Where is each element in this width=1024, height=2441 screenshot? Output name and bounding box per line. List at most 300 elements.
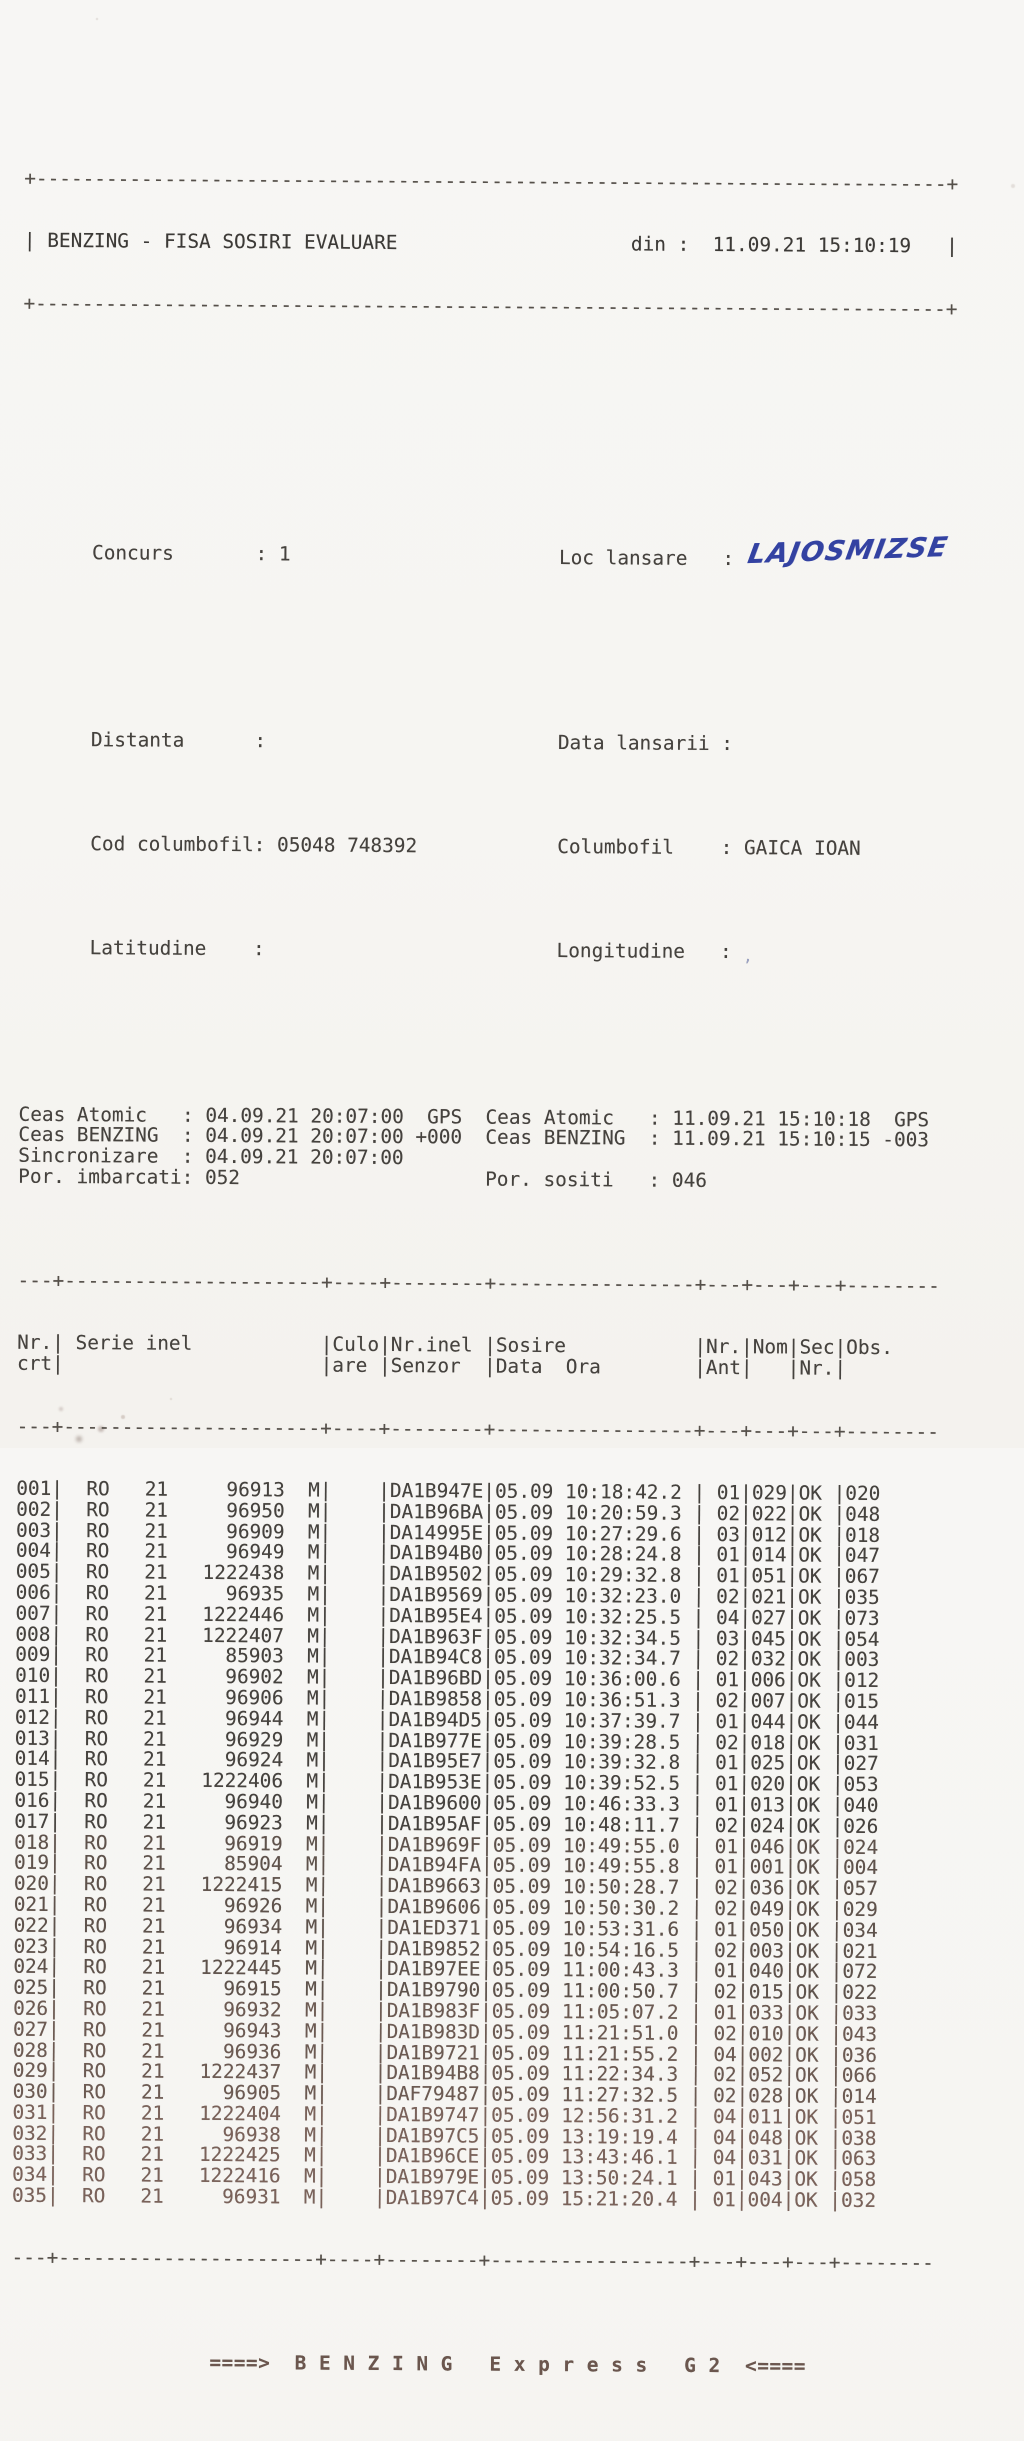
column-divider: | [378, 1541, 390, 1564]
column-divider: | [318, 1728, 330, 1751]
clock-right-field: Ceas Atomic : 11.09.21 15:10:18 GPS [485, 1105, 929, 1131]
clock-left-field: Por. imbarcati: 052 [18, 1167, 485, 1191]
column-divider: | [690, 2063, 702, 2086]
column-divider: | [480, 1979, 492, 2002]
clock-right-value: 046 [672, 1169, 707, 1192]
cell-serie: RO 21 96924 M [61, 1747, 318, 1772]
column-divider: | [739, 1606, 751, 1629]
cell-nr: 032 [12, 2121, 47, 2144]
cell-culoare [331, 1499, 378, 1522]
column-divider: | [375, 2020, 387, 2043]
cell-obs: 035 [845, 1586, 880, 1609]
distanta-field: Distanta : [91, 730, 558, 754]
column-divider: | [785, 1752, 797, 1775]
column-divider: | [51, 1477, 63, 1500]
cell-serie: RO 21 96914 M [60, 1935, 317, 1960]
column-divider: | [691, 1938, 703, 1961]
cell-ant: 01 [705, 1564, 740, 1587]
box-border-left: | [24, 231, 36, 252]
cell-serie: RO 21 96944 M [62, 1706, 319, 1731]
cell-sosire: 05.09 10:32:34.7 [494, 1646, 693, 1670]
column-divider: | [833, 1523, 845, 1546]
cell-sosire: 05.09 10:46:33.3 [493, 1792, 692, 1816]
table-row [12, 2186, 972, 2213]
column-divider: | [51, 1581, 63, 1604]
column-divider: | [786, 1648, 798, 1671]
column-divider: | [830, 2064, 842, 2087]
cell-sosire: 05.09 11:00:43.3 [492, 1958, 691, 1982]
cell-sosire: 05.09 10:39:28.5 [493, 1729, 692, 1753]
cell-serie: RO 21 96909 M [63, 1519, 320, 1544]
column-divider: | [740, 1481, 752, 1504]
cell-culoare [331, 1562, 378, 1585]
column-divider: | [831, 1918, 843, 1941]
clock-left-label: Ceas BENZING [18, 1125, 182, 1147]
cell-sosire: 05.09 11:21:51.0 [492, 2020, 691, 2044]
cell-nom: 051 [751, 1564, 786, 1587]
table-header-line [17, 1354, 977, 1381]
column-divider: | [740, 1544, 752, 1567]
cell-senzor: DAF79487 [386, 2082, 480, 2106]
cell-obs: 022 [842, 1981, 877, 2004]
cell-ant: 01 [701, 2167, 736, 2190]
clock-block [18, 1104, 978, 1193]
cell-nr: 003 [16, 1518, 51, 1541]
cell-nom: 013 [750, 1793, 785, 1816]
column-header: Senzor [391, 1354, 485, 1378]
column-divider: | [317, 1957, 329, 1980]
column-divider: | [52, 1331, 64, 1354]
column-divider: | [378, 1479, 390, 1502]
cell-ant: 04 [701, 2126, 736, 2149]
cell-culoare [329, 1957, 376, 1980]
cell-sosire: 05.09 10:28:24.8 [495, 1542, 694, 1566]
cell-nom: 010 [749, 2022, 784, 2045]
cell-nom: 043 [748, 2167, 783, 2190]
cell-sosire: 05.09 10:39:52.5 [493, 1771, 692, 1795]
column-divider: | [737, 2022, 749, 2045]
column-divider: | [692, 1689, 704, 1712]
cell-culoare [329, 1832, 376, 1855]
column-divider: | [481, 1833, 493, 1856]
cell-obs: 067 [845, 1565, 880, 1588]
column-divider: | [833, 1606, 845, 1629]
column-divider: | [47, 2122, 59, 2145]
cell-nom: 020 [750, 1772, 785, 1795]
cell-serie: RO 21 96935 M [62, 1581, 319, 1606]
cell-sosire: 05.09 10:39:32.8 [493, 1750, 692, 1774]
cell-ant: 04 [704, 1606, 739, 1629]
column-divider: | [689, 2167, 701, 2190]
column-divider: | [50, 1726, 62, 1749]
column-divider: | [318, 1749, 330, 1772]
cell-sosire: 05.09 11:27:32.5 [491, 2083, 690, 2107]
cell-culoare [330, 1770, 377, 1793]
cell-nr: 016 [14, 1789, 49, 1812]
column-divider: | [691, 1897, 703, 1920]
column-divider: | [690, 1959, 702, 1982]
column-divider: | [480, 1999, 492, 2022]
column-divider: | [376, 1874, 388, 1897]
column-divider: | [739, 1689, 751, 1712]
column-header: Nr.inel [391, 1333, 485, 1357]
longitudine-label: Longitudine [557, 941, 721, 963]
cell-serie: RO 21 96938 M [59, 2122, 316, 2147]
column-divider: | [831, 1939, 843, 1962]
longitudine-field: Longitudine : , [557, 939, 753, 963]
cell-nom: 032 [751, 1648, 786, 1671]
loc-lansare-field: Loc lansare : LAJOSMIZSE [559, 546, 946, 571]
cell-sec: OK [798, 1606, 833, 1629]
cell-sosire: 05.09 10:50:28.7 [493, 1875, 692, 1899]
cell-nr: 004 [16, 1539, 51, 1562]
columbofil-value: GAICA IOAN [744, 836, 861, 860]
cell-senzor: DA1B95E7 [388, 1749, 482, 1773]
column-divider: | [48, 1976, 60, 1999]
cell-obs: 012 [844, 1669, 879, 1692]
column-header: Data Ora [496, 1355, 695, 1379]
column-divider: | [831, 1835, 843, 1858]
cell-sec: OK [796, 1877, 831, 1900]
column-divider: | [834, 1336, 846, 1359]
column-divider: | [786, 1669, 798, 1692]
cell-serie: RO 21 96929 M [61, 1727, 318, 1752]
column-divider: | [316, 2165, 328, 2188]
column-divider: | [740, 1523, 752, 1546]
cell-sec: OK [794, 2147, 829, 2170]
column-divider: | [49, 1810, 61, 1833]
cell-senzor: DA1B95AF [388, 1812, 482, 1836]
column-divider: | [316, 2061, 328, 2084]
column-divider: | [377, 1666, 389, 1689]
cell-nom: 004 [748, 2188, 783, 2211]
cell-serie: RO 21 85903 M [62, 1643, 319, 1668]
cell-sosire: 05.09 10:36:51.3 [494, 1688, 693, 1712]
column-divider: | [692, 1772, 704, 1795]
cell-obs: 058 [841, 2168, 876, 2191]
cell-nr: 023 [13, 1934, 48, 1957]
clock-right-field: Por. sositi : 046 [485, 1168, 707, 1192]
cell-ant: 02 [702, 2022, 737, 2045]
column-divider: | [315, 2186, 327, 2209]
column-divider: | [785, 1731, 797, 1754]
loc-lansare-label: Loc lansare [559, 548, 723, 570]
cell-nr: 001 [16, 1477, 51, 1500]
cell-ant: 01 [704, 1710, 739, 1733]
column-divider: | [785, 1835, 797, 1858]
column-divider: | [481, 1771, 493, 1794]
column-divider: | [321, 1354, 333, 1377]
cell-nom: 014 [751, 1544, 786, 1567]
cell-senzor: DA1B97EE [387, 1957, 481, 1981]
cell-sosire: 05.09 10:32:23.0 [494, 1584, 693, 1608]
column-divider: | [830, 2085, 842, 2108]
column-divider: | [51, 1519, 63, 1542]
column-divider: | [318, 1832, 330, 1855]
column-divider: | [483, 1480, 495, 1503]
cell-ant: 01 [701, 2188, 736, 2211]
cell-nom: 002 [748, 2043, 783, 2066]
cell-sec: OK [798, 1627, 833, 1650]
cell-sec: OK [798, 1544, 833, 1567]
table-body [12, 1479, 976, 2213]
column-divider: | [833, 1544, 845, 1567]
clock-left-field: Ceas BENZING : 04.09.21 20:07:00 +000 [18, 1125, 485, 1149]
cell-senzor: DA1B94D5 [388, 1708, 482, 1732]
cell-ant: 02 [701, 2084, 736, 2107]
cell-culoare [328, 2040, 375, 2063]
cell-nr: 008 [15, 1622, 50, 1645]
cell-serie: RO 21 1222407 M [62, 1623, 319, 1648]
column-divider: | [831, 1856, 843, 1879]
cell-ant: 01 [703, 1751, 738, 1774]
column-divider: | [691, 1876, 703, 1899]
column-divider: | [693, 1522, 705, 1545]
clock-left-label: Sincronizare [18, 1146, 182, 1168]
cell-sosire: 05.09 10:20:59.3 [495, 1500, 694, 1524]
column-header: Nom [753, 1336, 788, 1359]
column-divider: | [829, 2168, 841, 2191]
column-divider: | [47, 2163, 59, 2186]
column-divider: | [693, 1606, 705, 1629]
column-header: Serie inel [64, 1331, 321, 1356]
cell-senzor: DA1B97C4 [386, 2186, 480, 2210]
cell-serie: RO 21 96926 M [60, 1893, 317, 1918]
cell-sec: OK [797, 1710, 832, 1733]
column-divider: | [829, 2189, 841, 2212]
cell-nom: 046 [750, 1835, 785, 1858]
column-header [64, 1352, 321, 1377]
cell-ant: 03 [704, 1626, 739, 1649]
column-divider: | [693, 1502, 705, 1525]
column-divider: | [784, 1918, 796, 1941]
column-divider: | [480, 2041, 492, 2064]
cell-nom: 012 [752, 1523, 787, 1546]
cell-nom: 003 [749, 1939, 784, 1962]
cell-obs: 051 [841, 2106, 876, 2129]
cod-columbofil-label: Cod columbofil [90, 834, 254, 856]
cell-nom: 045 [751, 1627, 786, 1650]
cell-obs: 018 [845, 1523, 880, 1546]
column-divider: | [830, 2147, 842, 2170]
column-divider: | [375, 2040, 387, 2063]
column-divider: | [783, 2085, 795, 2108]
column-header: Nr. [17, 1331, 52, 1354]
column-divider: | [738, 1897, 750, 1920]
column-divider: | [479, 2166, 491, 2189]
spacer [22, 605, 982, 632]
column-divider: | [316, 2019, 328, 2042]
column-divider: | [784, 1897, 796, 1920]
cell-serie: RO 21 1222415 M [61, 1872, 318, 1897]
column-divider: | [320, 1520, 332, 1543]
cell-sosire: 05.09 11:22:34.3 [491, 2062, 690, 2086]
cell-nom: 006 [751, 1668, 786, 1691]
column-divider: | [832, 1710, 844, 1733]
column-header: Culo [332, 1333, 379, 1356]
column-divider: | [832, 1794, 844, 1817]
cell-nom: 028 [748, 2084, 783, 2107]
scan-noise-specks [0, 0, 2, 2]
column-divider: | [51, 1498, 63, 1521]
column-divider: | [783, 2043, 795, 2066]
column-divider: | [787, 1523, 799, 1546]
column-divider: | [48, 2080, 60, 2103]
column-divider: | [741, 1356, 753, 1379]
cell-senzor: DA1ED371 [387, 1916, 481, 1940]
cell-serie: RO 21 96940 M [61, 1789, 318, 1814]
column-header: crt [17, 1352, 52, 1375]
cell-serie: RO 21 1222416 M [59, 2163, 316, 2188]
column-divider: | [50, 1602, 62, 1625]
cell-culoare [330, 1749, 377, 1772]
cell-nr: 019 [14, 1851, 49, 1874]
cell-culoare [329, 1811, 376, 1834]
column-divider: | [47, 2184, 59, 2207]
cell-culoare [328, 2061, 375, 2084]
cell-sosire: 05.09 10:29:32.8 [494, 1563, 693, 1587]
cell-obs: 020 [845, 1482, 880, 1505]
cell-ant: 02 [702, 2063, 737, 2086]
column-divider: | [738, 1835, 750, 1858]
column-divider: | [319, 1583, 331, 1606]
column-divider: | [482, 1667, 494, 1690]
cell-culoare [330, 1707, 377, 1730]
cell-senzor: DA1B963F [389, 1625, 483, 1649]
column-divider: | [833, 1503, 845, 1526]
column-divider: | [834, 1482, 846, 1505]
loc-lansare-handwritten-value: LAJOSMIZSE [746, 538, 949, 565]
column-divider: | [830, 2022, 842, 2045]
cell-ant: 01 [705, 1481, 740, 1504]
column-divider: | [481, 1895, 493, 1918]
cell-sosire: 05.09 13:43:46.1 [491, 2145, 690, 2169]
column-divider: | [49, 1789, 61, 1812]
cell-sec: OK [797, 1669, 832, 1692]
cell-culoare [328, 1978, 375, 2001]
column-divider: | [736, 2147, 748, 2170]
column-divider: | [483, 1604, 495, 1627]
clock-left-label: Ceas Atomic [19, 1104, 183, 1126]
cell-obs: 072 [842, 1960, 877, 1983]
cell-nr: 020 [14, 1872, 49, 1895]
column-header [753, 1356, 788, 1379]
header-box-border-top: +------------------------------------------------------------------------------+ [24, 169, 984, 196]
column-divider: | [379, 1333, 391, 1356]
column-divider: | [737, 2063, 749, 2086]
column-divider: | [784, 1981, 796, 2004]
cell-culoare [328, 2019, 375, 2042]
cod-columbofil-value: 05048 748392 [277, 834, 417, 858]
cell-senzor: DA1B9502 [389, 1562, 483, 1586]
column-divider: | [319, 1666, 331, 1689]
cell-nr: 013 [15, 1726, 50, 1749]
column-divider: | [48, 1934, 60, 1957]
column-divider: | [739, 1627, 751, 1650]
column-divider: | [833, 1586, 845, 1609]
cell-ant: 01 [705, 1543, 740, 1566]
cell-serie: RO 21 96936 M [60, 2039, 317, 2064]
column-divider: | [481, 1916, 493, 1939]
column-divider: | [319, 1645, 331, 1668]
column-divider: | [316, 2102, 328, 2125]
cell-sec: OK [797, 1752, 832, 1775]
cell-sosire: 05.09 11:21:55.2 [492, 2041, 691, 2065]
column-divider: | [784, 2022, 796, 2045]
columbofil-label: Columbofil [557, 837, 721, 859]
column-divider: | [316, 2082, 328, 2105]
cell-culoare [330, 1791, 377, 1814]
cell-obs: 066 [842, 2064, 877, 2087]
column-divider: | [481, 1854, 493, 1877]
cell-sec: OK [798, 1523, 833, 1546]
cell-nom: 029 [752, 1481, 787, 1504]
distanta-label: Distanta [91, 730, 255, 752]
cell-nr: 012 [15, 1705, 50, 1728]
column-divider: | [378, 1583, 390, 1606]
cell-sec: OK [796, 1918, 831, 1941]
column-divider: | [374, 2082, 386, 2105]
column-header: Ant [706, 1356, 741, 1379]
cell-ant: 02 [703, 1897, 738, 1920]
box-border-right: | [946, 237, 958, 258]
column-divider: | [481, 1792, 493, 1815]
cell-senzor: DA1B95E4 [389, 1604, 483, 1628]
cell-sosire: 05.09 13:19:19.4 [491, 2124, 690, 2148]
distanta-line [21, 709, 981, 736]
cell-serie: RO 21 96906 M [62, 1685, 319, 1710]
cell-nom: 007 [751, 1689, 786, 1712]
column-divider: | [377, 1708, 389, 1731]
latitudine-line [20, 917, 980, 944]
cell-serie: RO 21 96943 M [60, 2018, 317, 2043]
cell-obs: 040 [843, 1794, 878, 1817]
column-divider: | [690, 2022, 702, 2045]
cell-culoare [330, 1728, 377, 1751]
cell-sec: OK [796, 1897, 831, 1920]
cell-senzor: DA1B9663 [387, 1874, 481, 1898]
column-divider: | [375, 2061, 387, 2084]
header-box [23, 127, 984, 362]
cell-nr: 011 [15, 1685, 50, 1708]
column-divider: | [689, 2126, 701, 2149]
column-divider: | [692, 1710, 704, 1733]
column-divider: | [692, 1647, 704, 1670]
column-divider: | [784, 1877, 796, 1900]
cell-obs: 053 [843, 1773, 878, 1796]
column-divider: | [689, 2188, 701, 2211]
cell-culoare [329, 1874, 376, 1897]
doc-title: BENZING - FISA SOSIRI EVALUARE [47, 231, 397, 254]
cell-nr: 035 [12, 2184, 47, 2207]
column-divider: | [692, 1751, 704, 1774]
column-divider: | [692, 1793, 704, 1816]
cell-culoare [328, 2123, 375, 2146]
column-divider: | [738, 1855, 750, 1878]
column-divider: | [783, 2189, 795, 2212]
column-divider: | [47, 2142, 59, 2165]
column-divider: | [316, 2123, 328, 2146]
cell-serie: RO 21 1222446 M [62, 1602, 319, 1627]
cell-sec: OK [795, 2064, 830, 2087]
column-divider: | [482, 1688, 494, 1711]
column-divider: | [317, 1936, 329, 1959]
column-divider: | [831, 1981, 843, 2004]
cell-ant: 02 [703, 1876, 738, 1899]
cell-senzor: DA1B96BA [390, 1500, 484, 1524]
cell-ant: 02 [705, 1502, 740, 1525]
column-divider: | [786, 1544, 798, 1567]
